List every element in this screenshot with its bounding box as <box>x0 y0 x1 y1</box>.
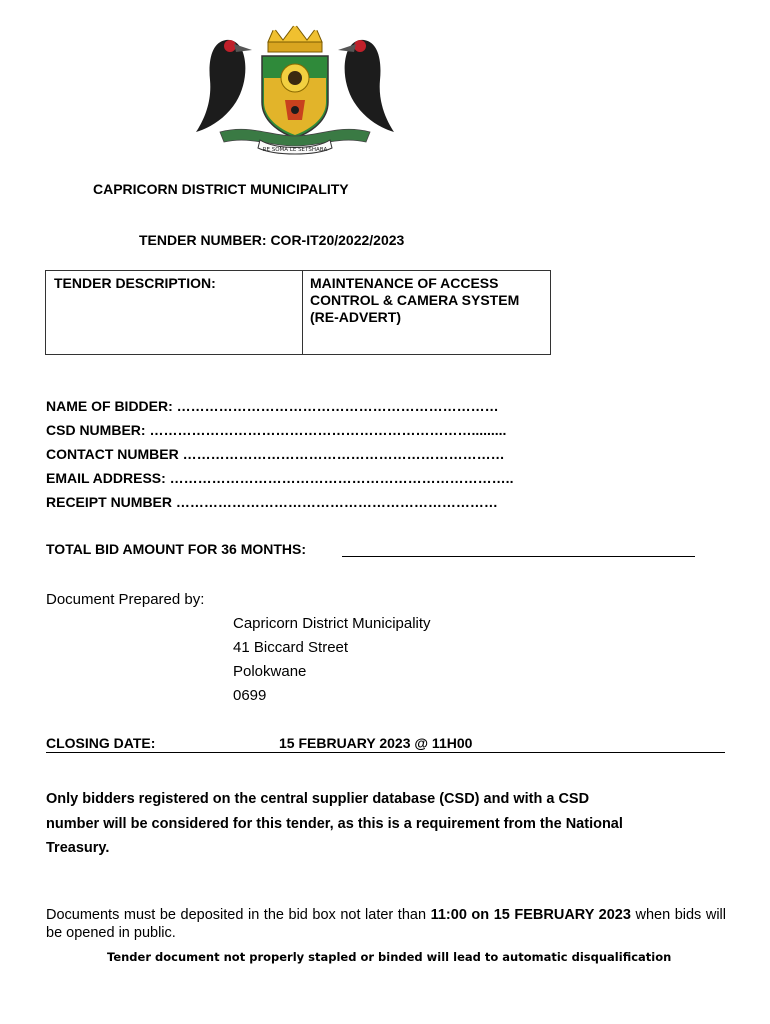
coat-of-arms-logo <box>190 20 400 155</box>
deposit-deadline: 11:00 on 15 FEBRUARY 2023 <box>430 907 631 923</box>
description-line: MAINTENANCE OF ACCESS <box>310 275 499 291</box>
description-line: (RE-ADVERT) <box>310 309 401 325</box>
address-line: 41 Biccard Street <box>233 639 349 656</box>
closing-date-label: CLOSING DATE: <box>46 735 156 751</box>
closing-date-underline <box>46 752 725 753</box>
hornbill-left-icon <box>196 40 252 132</box>
tender-description-value <box>310 275 550 326</box>
crest-motto-text: RE SOMA LE SETSHABA <box>262 147 328 153</box>
deposit-text-before: Documents must be deposited in the bid box not later than <box>46 907 431 923</box>
receipt-number-field[interactable]: RECEIPT NUMBER …………………………………………………………… <box>46 494 498 510</box>
tender-number: TENDER NUMBER: COR-IT20/2022/2023 <box>139 232 405 248</box>
closing-date-value: 15 FEBRUARY 2023 @ 11H00 <box>279 735 473 751</box>
contact-number-field[interactable]: CONTACT NUMBER …………………………………………………………… <box>46 446 505 462</box>
email-address-field[interactable]: EMAIL ADDRESS: ……………………………………………………………….. <box>46 470 514 486</box>
address-line: Capricorn District Municipality <box>233 615 431 632</box>
shield-icon <box>262 56 328 138</box>
organization-title: CAPRICORN DISTRICT MUNICIPALITY <box>93 181 349 197</box>
notice-line: number will be considered for this tender, as this is a requirement from the National <box>46 815 623 832</box>
crown-icon <box>268 22 322 53</box>
hornbill-right-icon <box>338 40 394 132</box>
tender-description-label: TENDER DESCRIPTION: <box>54 275 216 291</box>
name-of-bidder-field[interactable]: NAME OF BIDDER: …………………………………………………………… <box>46 398 499 414</box>
address-line: 0699 <box>233 687 267 704</box>
notice-line: Only bidders registered on the central supplier database (CSD) and with a CSD <box>46 791 590 807</box>
address-line: Polokwane <box>233 663 307 680</box>
csd-number-field[interactable]: CSD NUMBER: ……………………………………………………………......... <box>46 422 507 438</box>
csd-notice <box>46 787 686 861</box>
table-divider <box>302 271 303 354</box>
total-bid-amount-label: TOTAL BID AMOUNT FOR 36 MONTHS: <box>46 541 307 557</box>
notice-line: Treasury. <box>46 840 110 856</box>
total-bid-amount-line[interactable] <box>342 556 695 557</box>
disqualification-note: Tender document not properly stapled or binded will lead to automatic disqualification <box>107 950 672 964</box>
tender-description-table <box>45 270 551 355</box>
deposit-instructions <box>46 906 726 942</box>
deposit-text-after: when bids will be opened in public. <box>46 907 726 941</box>
description-line: CONTROL & CAMERA SYSTEM <box>310 292 520 308</box>
prepared-by-label: Document Prepared by: <box>46 591 205 608</box>
